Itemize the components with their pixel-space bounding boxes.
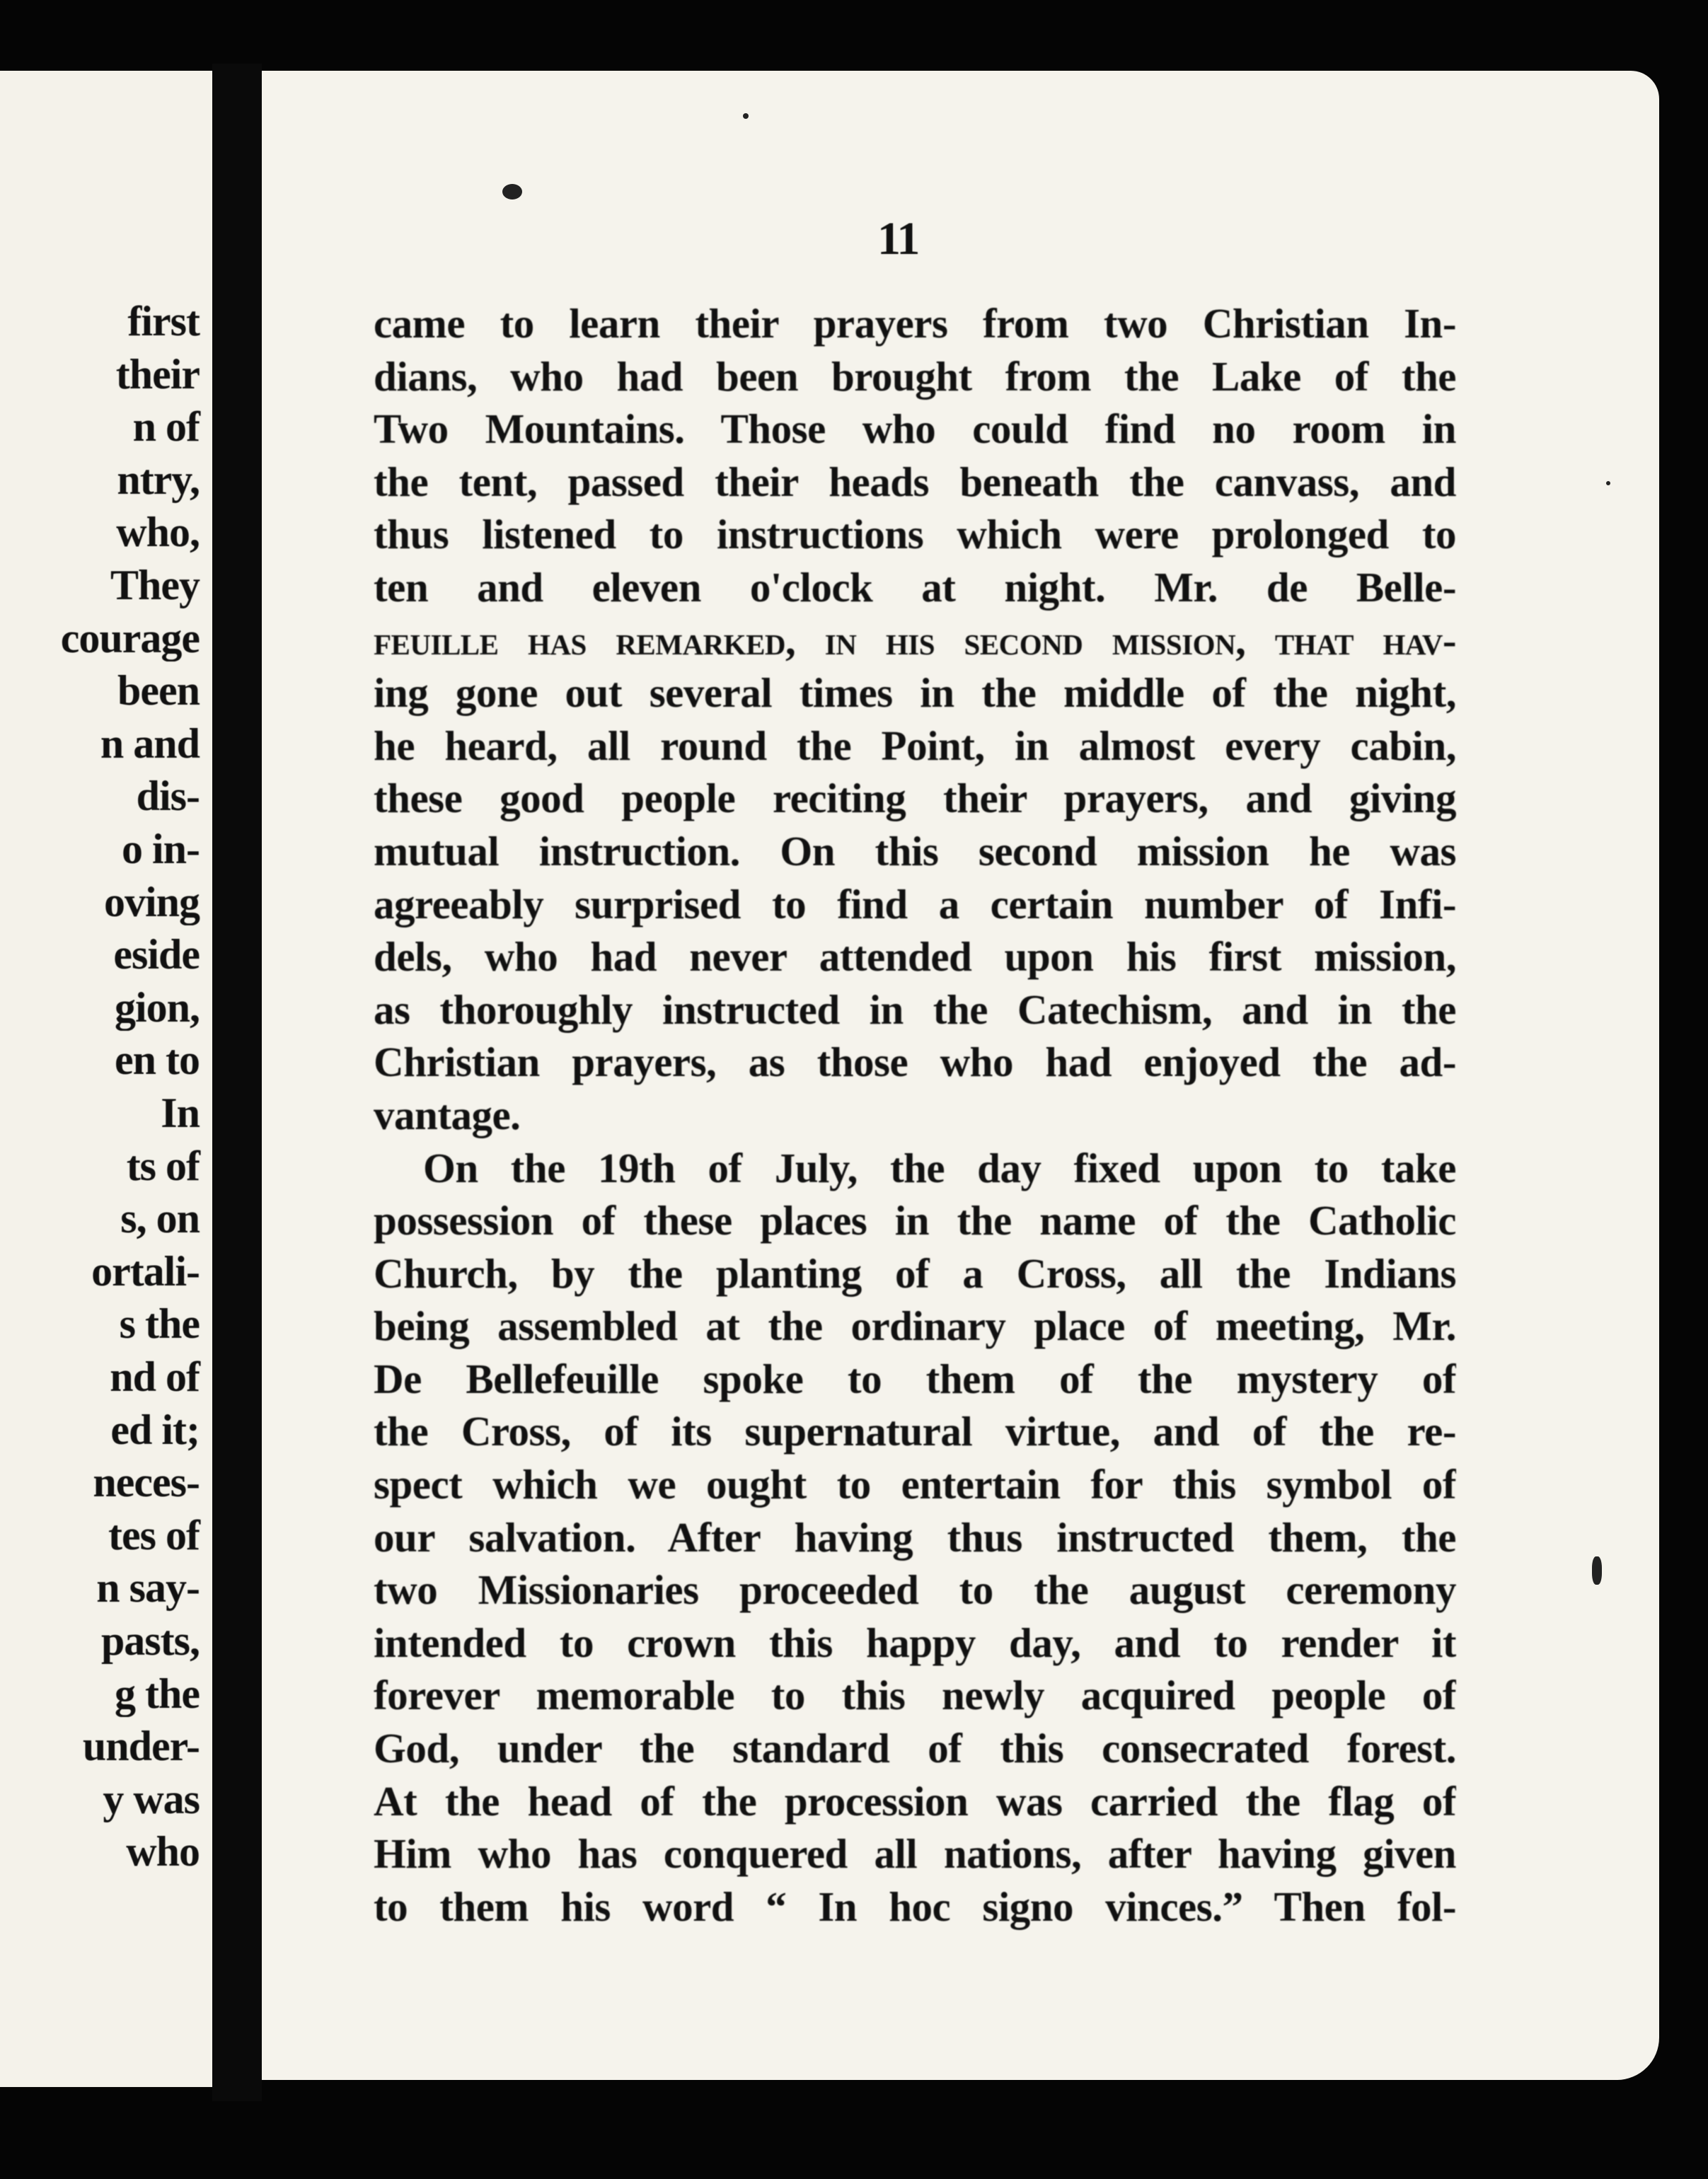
facing-page-line-fragment: pasts, (100, 1617, 200, 1664)
text-line: mutual instruction. On this second mission he was (374, 827, 1456, 874)
facing-page-line-fragment: n of (132, 403, 200, 451)
text-line: De Bellefeuille spoke to them of the mystery of (374, 1355, 1456, 1402)
page-number: 11 (877, 213, 919, 265)
facing-page-line-fragment: nd of (110, 1353, 200, 1400)
ink-speck (1592, 1556, 1602, 1585)
ink-speck (743, 113, 749, 119)
facing-page-line-fragment: ed it; (110, 1406, 200, 1453)
text-line: two Missionaries proceeded to the august ceremony (374, 1566, 1456, 1614)
facing-page-line-fragment: o in- (121, 826, 200, 872)
ink-speck (1606, 481, 1610, 485)
text-line: these good people reciting their prayers, and giving (374, 775, 1456, 822)
facing-page-line-fragment: courage (60, 614, 200, 661)
text-line: the Cross, of its supernatural virtue, and of the re- (374, 1408, 1456, 1455)
text-line: ing gone out several times in the middle of the night, (374, 669, 1456, 717)
text-line: the tent, passed their heads beneath the canvass, and (374, 458, 1456, 505)
facing-page-line-fragment: s the (119, 1300, 200, 1348)
facing-page-line-fragment: their (115, 350, 200, 398)
facing-page-line-fragment: y was (103, 1775, 200, 1822)
facing-page-line-fragment: ortali- (91, 1247, 200, 1295)
text-line: forever memorable to this newly acquired people of (374, 1672, 1456, 1719)
facing-page-line-fragment: under- (82, 1723, 200, 1770)
text-line: Two Mountains. Those who could find no room in (374, 405, 1456, 453)
text-line: ten and eleven o'clock at night. Mr. de Belle- (374, 563, 1456, 611)
facing-page-line-fragment: They (110, 562, 200, 608)
text-line: On the 19th of July, the day fixed upon to take (423, 1144, 1456, 1191)
text-line: to them his word “ In hoc signo vinces.” Then fol- (374, 1883, 1456, 1930)
body-text (374, 297, 1456, 1933)
facing-page-line-fragment: first (127, 298, 200, 345)
text-line: agreeably surprised to find a certain number of Infi- (374, 880, 1456, 927)
facing-page-line-fragment: ntry, (117, 456, 200, 503)
text-line: intended to crown this happy day, and to render it (374, 1619, 1456, 1666)
facing-page-line-fragment: dis- (136, 773, 200, 820)
text-line: our salvation. After having thus instructed them, the (374, 1513, 1456, 1561)
facing-page-line-fragment: who, (116, 509, 200, 556)
facing-page-line-fragment: oving (103, 878, 200, 925)
facing-page-line-fragment: neces- (93, 1459, 200, 1506)
text-line: Him who has conquered all nations, after having given (374, 1830, 1456, 1878)
facing-page-line-fragment: s, on (120, 1195, 200, 1242)
text-line: feuille has remarked, in his second mission, that hav- (374, 616, 1456, 664)
text-line: he heard, all round the Point, in almost every cabin, (374, 722, 1456, 769)
text-line: Church, by the planting of a Cross, all the Indians (374, 1249, 1456, 1297)
facing-page-line-fragment: g the (115, 1670, 200, 1717)
ink-speck (502, 184, 522, 200)
text-line: dians, who had been brought from the Lake of the (374, 352, 1456, 400)
text-line: spect which we ought to entertain for this symbol of (374, 1461, 1456, 1508)
facing-page-line-fragment: gion, (114, 983, 200, 1031)
facing-page-line-fragment: who (126, 1828, 200, 1875)
facing-page-line-fragment: been (117, 667, 200, 715)
text-line: At the head of the procession was carried the flag of (374, 1777, 1456, 1825)
text-line: as thoroughly instructed in the Catechism, and in the (374, 986, 1456, 1033)
facing-page-line-fragment: tes of (108, 1511, 200, 1559)
text-line: possession of these places in the name of the Catholic (374, 1197, 1456, 1244)
left-facing-page (0, 71, 212, 2087)
book-gutter (212, 64, 262, 2101)
facing-page-line-fragment: eside (113, 931, 200, 978)
text-line: God, under the standard of this consecrated forest. (374, 1725, 1456, 1772)
facing-page-line-fragment: en to (115, 1036, 200, 1084)
facing-page-line-fragment: n and (100, 719, 200, 767)
text-line: being assembled at the ordinary place of meeting, Mr. (374, 1302, 1456, 1350)
text-line: Christian prayers, as those who had enjoyed the ad- (374, 1039, 1456, 1086)
text-line: thus listened to instructions which were prolonged to (374, 511, 1456, 558)
text-line: dels, who had never attended upon his first mission, (374, 933, 1456, 981)
text-line: came to learn their prayers from two Christian In- (374, 300, 1456, 347)
facing-page-line-fragment: In (161, 1090, 200, 1136)
text-line: vantage. (374, 1091, 521, 1138)
facing-page-line-fragment: n say- (96, 1564, 200, 1612)
facing-page-line-fragment: ts of (126, 1142, 200, 1189)
